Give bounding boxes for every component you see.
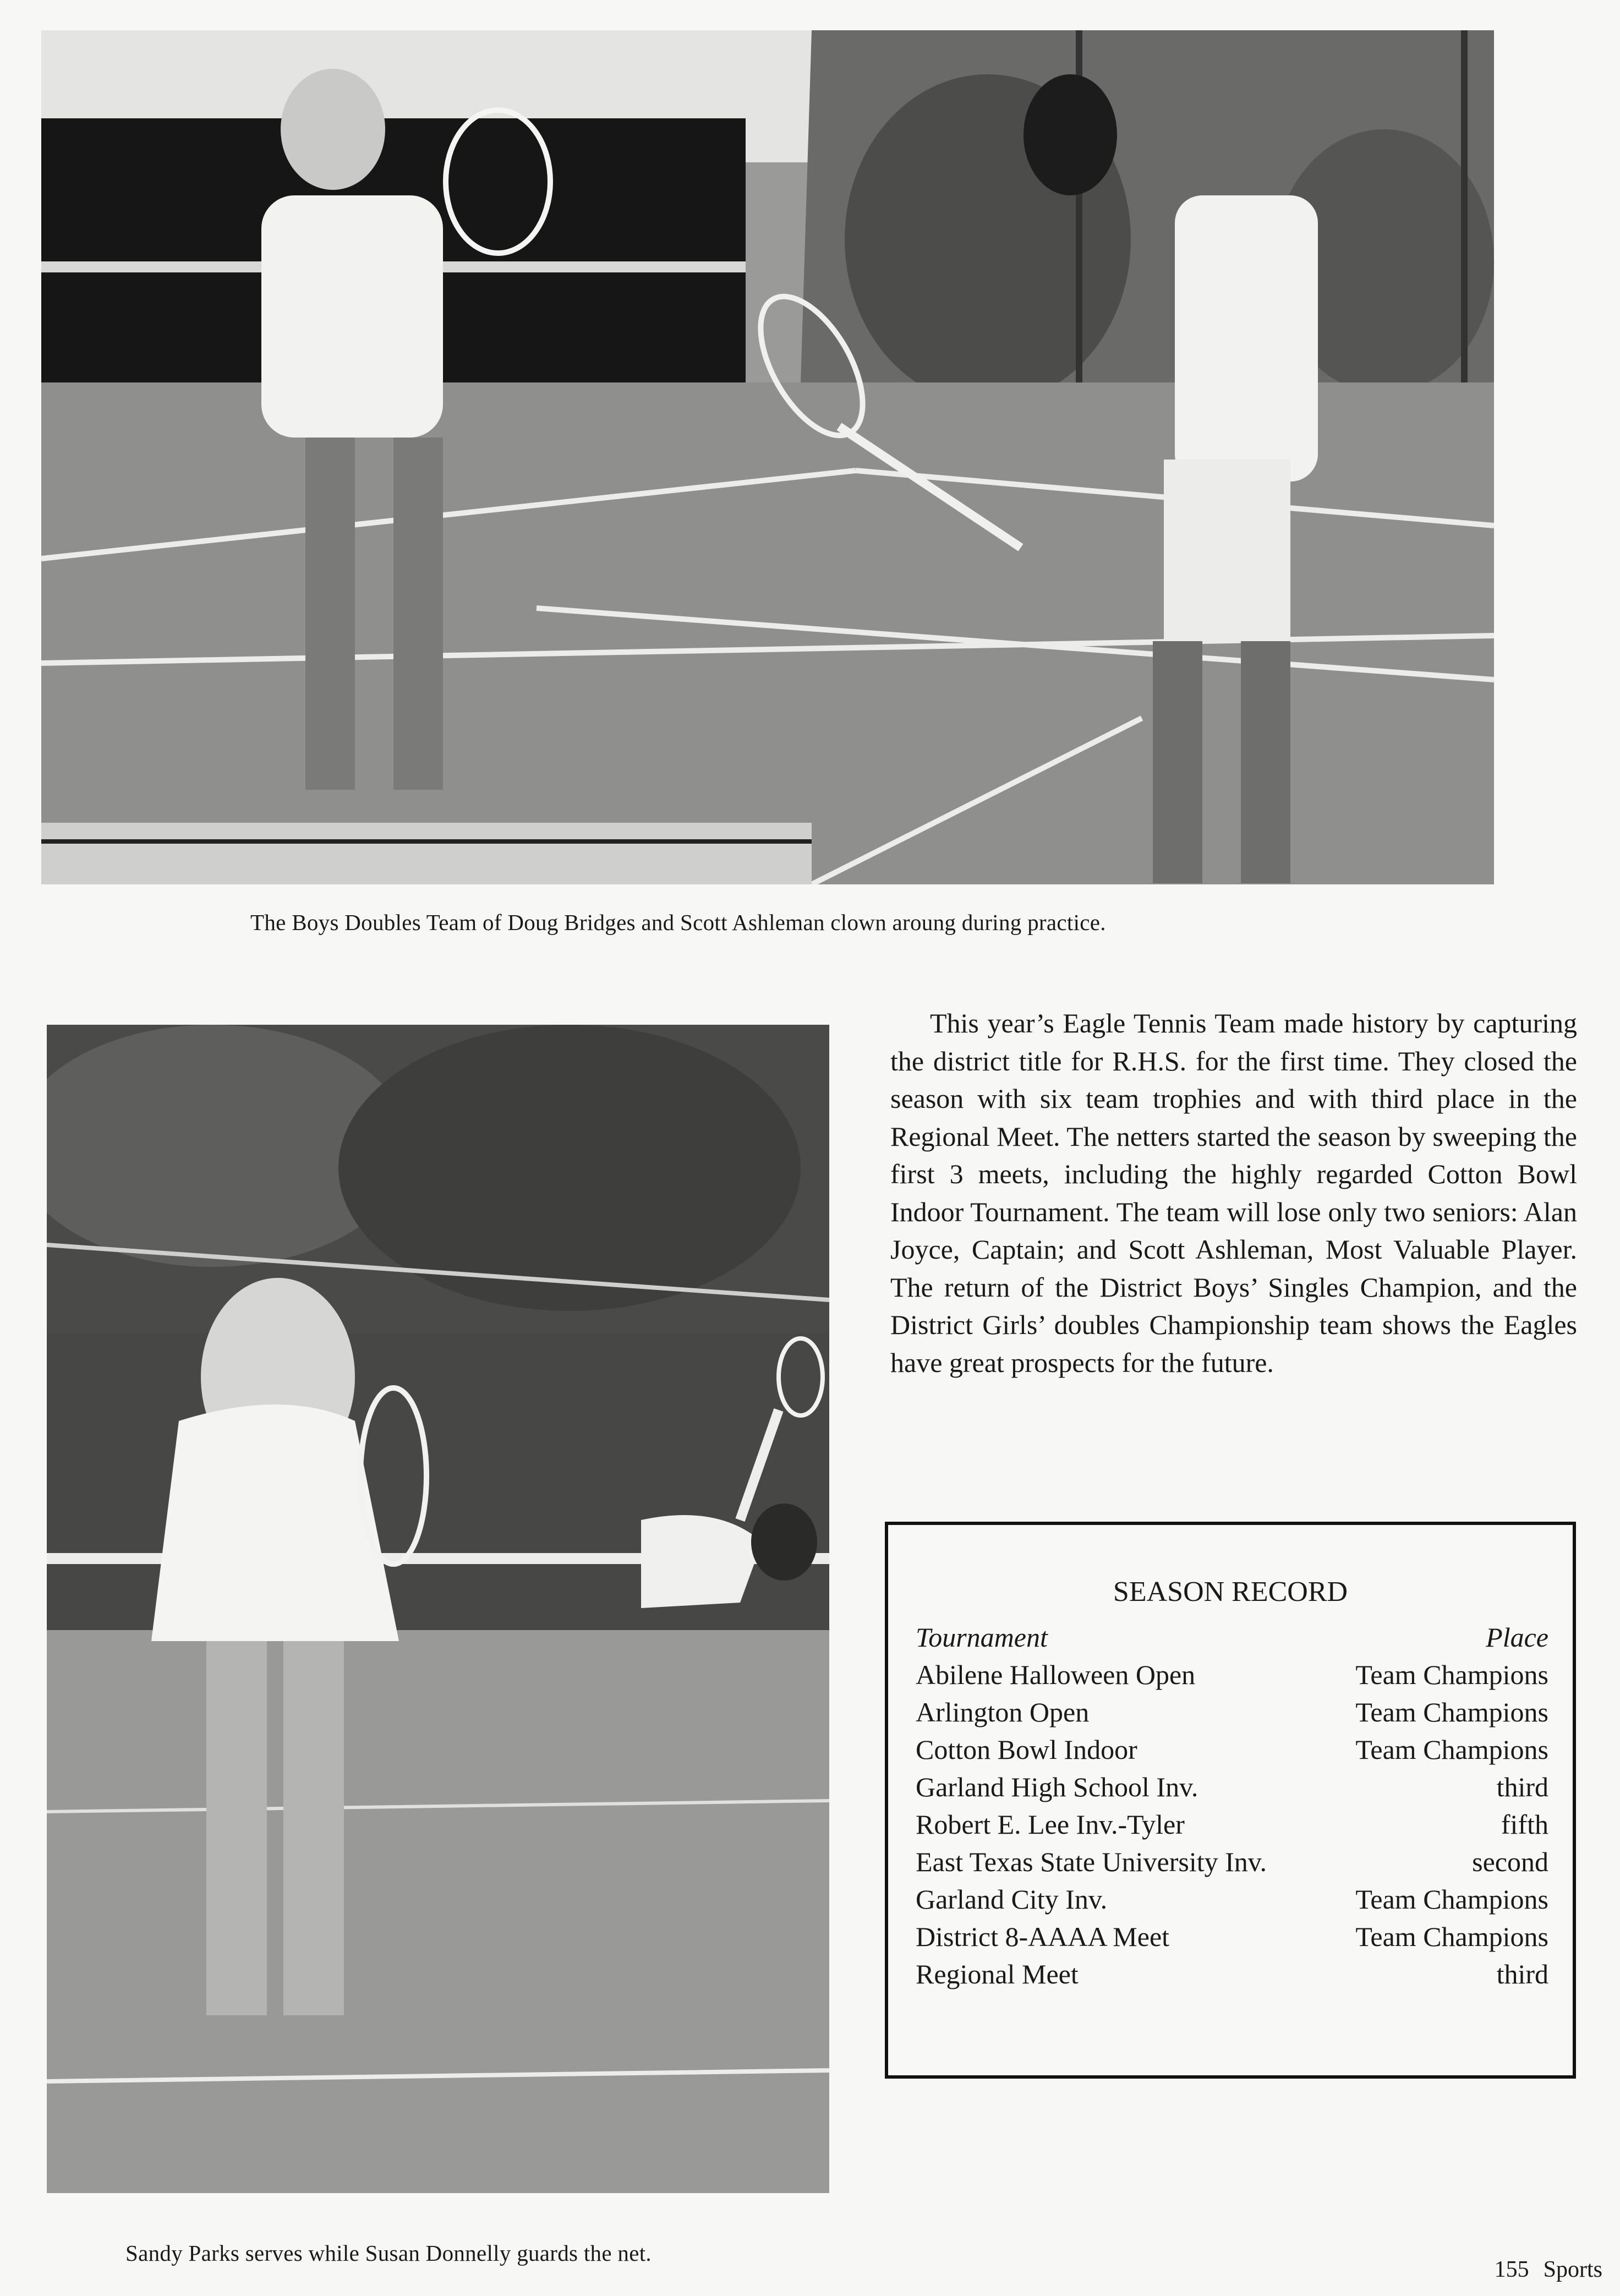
- record-tournament: Cotton Bowl Indoor: [916, 1734, 1137, 1765]
- caption-girls-doubles: Sandy Parks serves while Susan Donnelly guards the net.: [125, 2240, 652, 2266]
- record-place: Team Champions: [1355, 1884, 1548, 1915]
- page-folio: [1495, 2256, 1602, 2283]
- photo-boys-doubles: [41, 30, 1494, 884]
- record-row: [916, 1808, 1548, 1840]
- record-tournament: Regional Meet: [916, 1959, 1079, 1989]
- header-place: Place: [1486, 1622, 1548, 1653]
- record-tournament: Robert E. Lee Inv.-Tyler: [916, 1809, 1185, 1840]
- record-place: third: [1496, 1772, 1548, 1802]
- record-row: [916, 1921, 1548, 1953]
- record-place: Team Champions: [1355, 1921, 1548, 1952]
- record-place: third: [1496, 1959, 1548, 1989]
- photo-girls-doubles: [47, 1025, 829, 2193]
- record-place: fifth: [1501, 1809, 1548, 1840]
- section-name: Sports: [1543, 2257, 1602, 2282]
- page-number: 155: [1494, 2257, 1529, 2282]
- record-row: [916, 1958, 1548, 1990]
- record-row: [916, 1659, 1548, 1691]
- season-record-title: SEASON RECORD: [1113, 1576, 1348, 1608]
- record-place: second: [1472, 1846, 1548, 1877]
- record-row: [916, 1696, 1548, 1728]
- header-tournament: Tournament: [916, 1622, 1048, 1653]
- record-tournament: Garland City Inv.: [916, 1884, 1108, 1915]
- record-tournament: Abilene Halloween Open: [916, 1659, 1196, 1690]
- caption-boys-doubles: The Boys Doubles Team of Doug Bridges and Scott Ashleman clown aroung during practice.: [250, 910, 1106, 935]
- record-place: Team Champions: [1355, 1697, 1548, 1728]
- record-row: [916, 1846, 1548, 1878]
- record-row: [916, 1883, 1548, 1915]
- article-body: This year’s Eagle Tennis Team made history by capturing the district title for R.H.S. for the first time. They closed the season with six team trophies and with third place in the Regional Meet. The netters started the season by sweeping the first 3 meets, including the highly regarded Cotton Bowl Indoor Tournament. The team will lose only two seniors: Alan Joyce, Captain; and Scott Ashleman, Most Valuable Player. The return of the District Boys’ Singles Champion, and the District Girls’ doubles Championship team shows the Eagles have great prospects for the future.: [890, 1008, 1577, 1378]
- record-place: Team Champions: [1355, 1734, 1548, 1765]
- record-tournament: Arlington Open: [916, 1697, 1090, 1728]
- record-tournament: East Texas State University Inv.: [916, 1846, 1267, 1877]
- season-record-box: [885, 1522, 1576, 2079]
- photo-girls-doubles-image: [47, 1025, 829, 2193]
- record-tournament: Garland High School Inv.: [916, 1772, 1198, 1802]
- record-place: Team Champions: [1355, 1659, 1548, 1690]
- record-tournament: District 8-AAAA Meet: [916, 1921, 1170, 1952]
- record-row: [916, 1734, 1548, 1765]
- photo-boys-doubles-image: [41, 30, 1494, 884]
- record-row: [916, 1771, 1548, 1803]
- season-record-header: [916, 1621, 1548, 1653]
